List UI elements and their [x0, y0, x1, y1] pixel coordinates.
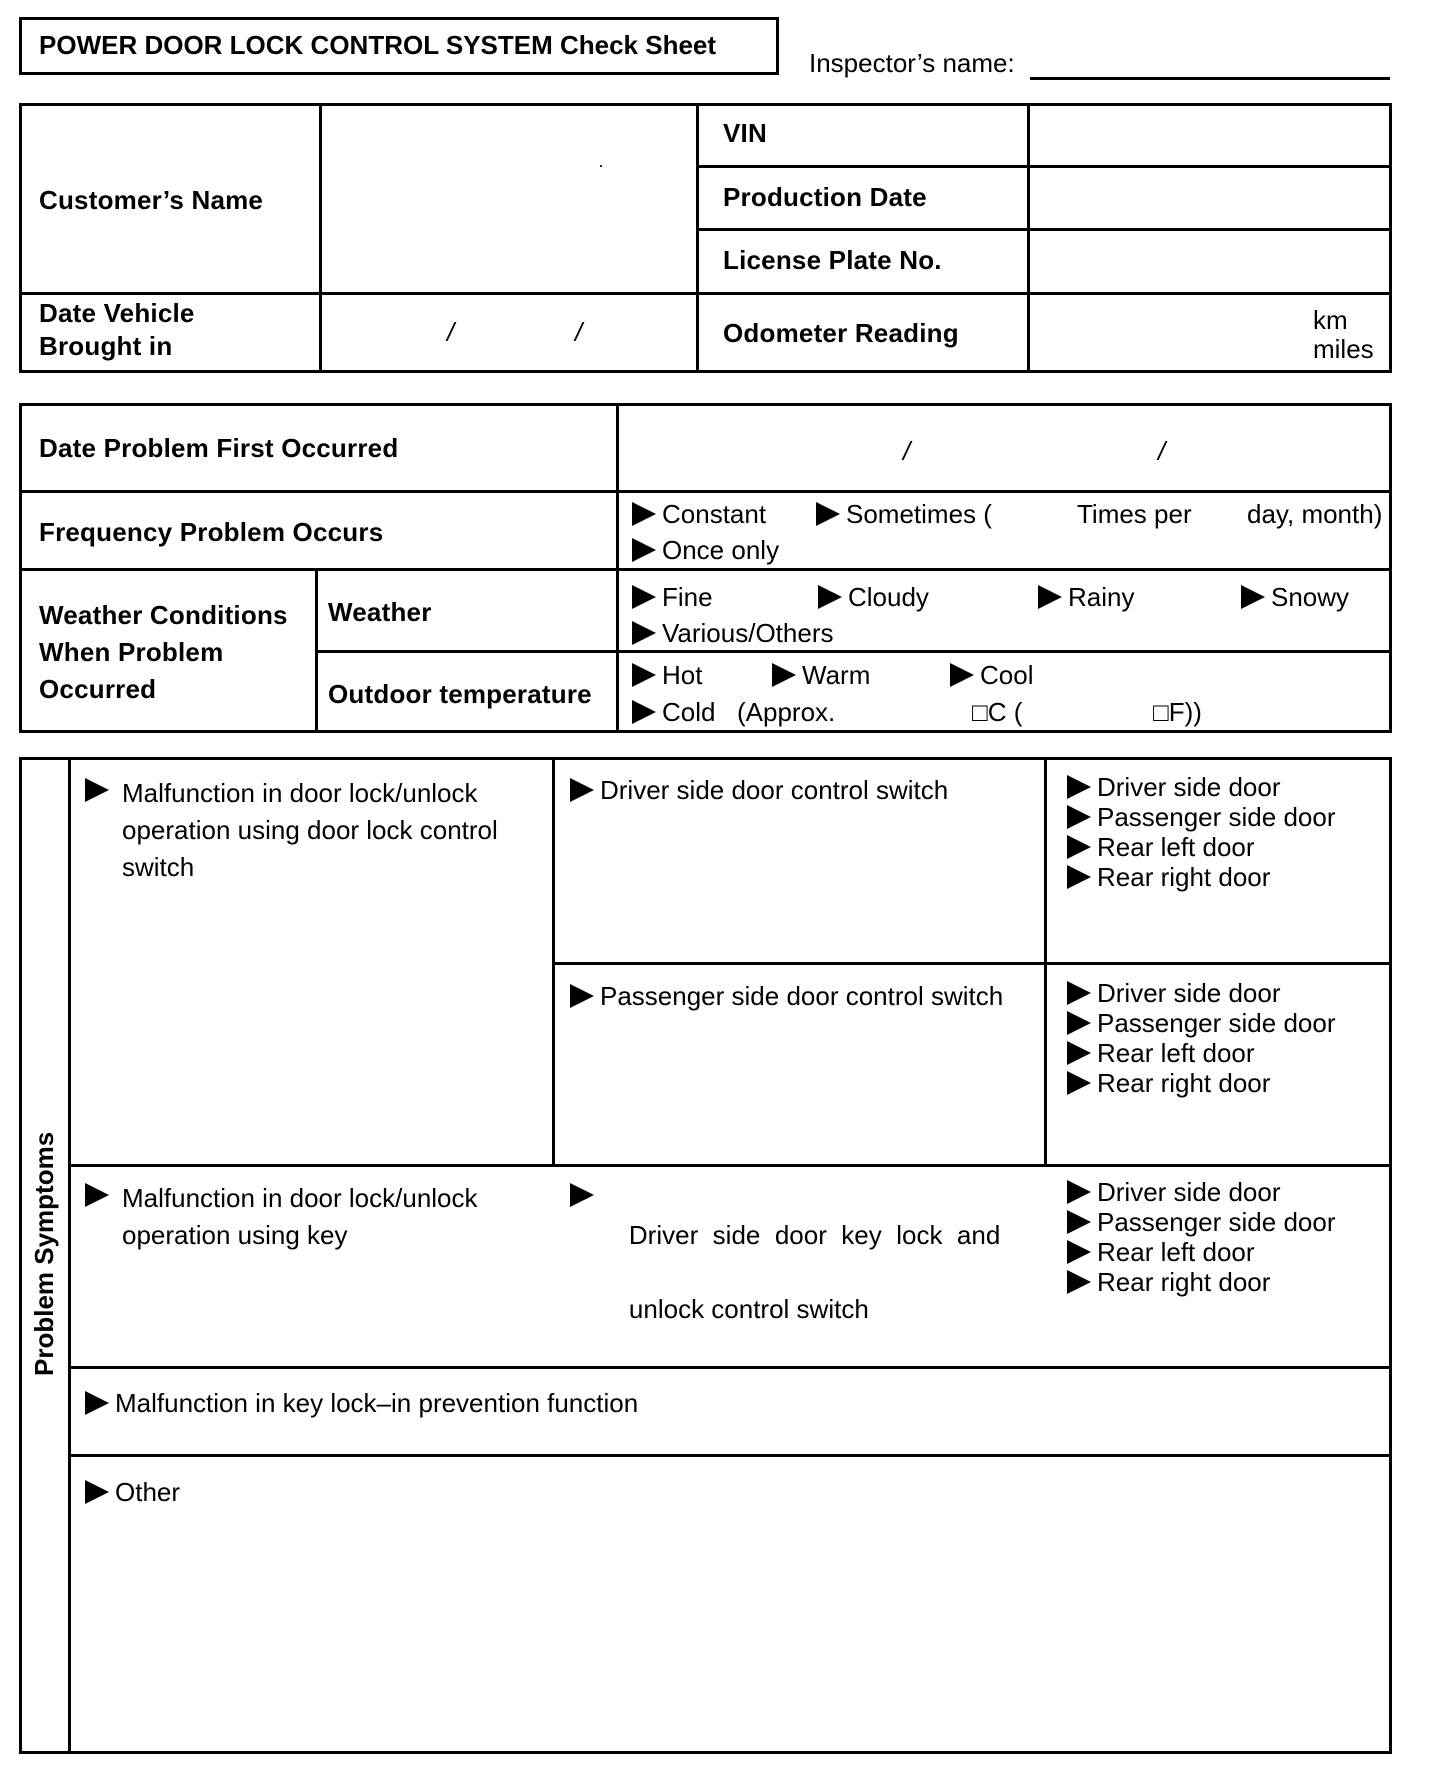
door-option-rear-left[interactable] — [1067, 1038, 1335, 1068]
option-label: Malfunction in key lock–in prevention function — [115, 1388, 639, 1418]
inspector-name-label: Inspector’s name: — [809, 48, 1015, 78]
option-label: Cool — [980, 660, 1034, 690]
option-label-line: Driver side door key lock and — [628, 1220, 1001, 1250]
divider — [68, 1366, 1392, 1369]
door-option-rear-right[interactable] — [1067, 1267, 1335, 1297]
arrow-bullet-icon — [632, 663, 656, 687]
arrow-bullet-icon — [1067, 1071, 1091, 1095]
arrow-bullet-icon — [816, 502, 840, 526]
frequency-option-constant[interactable] — [632, 499, 766, 529]
arrow-bullet-icon — [85, 1183, 109, 1207]
divider — [19, 490, 1392, 493]
date-brought-in-field[interactable] — [322, 295, 696, 370]
problem-symptoms-label: Problem Symptoms — [29, 1131, 59, 1376]
license-plate-field[interactable] — [1030, 231, 1389, 292]
door-option-rear-right[interactable] — [1067, 1068, 1335, 1098]
arrow-bullet-icon — [1067, 1270, 1091, 1294]
option-label — [122, 775, 498, 886]
arrow-bullet-icon — [1067, 1011, 1091, 1035]
weather-group-label-line3: Occurred — [39, 674, 157, 704]
inspector-name-underline — [1030, 77, 1390, 80]
divider — [696, 103, 699, 373]
option-label: Warm — [802, 660, 871, 690]
door-option-rear-right[interactable] — [1067, 862, 1335, 892]
production-date-field[interactable] — [1030, 168, 1389, 228]
arrow-bullet-icon — [1067, 835, 1091, 859]
option-label-line: unlock control switch — [628, 1294, 869, 1324]
arrow-bullet-icon — [570, 1183, 594, 1207]
option-label-line: operation using door lock control — [122, 815, 498, 845]
option-label: Rear right door — [1097, 1267, 1271, 1297]
weather-option-various[interactable] — [632, 618, 833, 648]
day-month-label: day, month) — [1247, 499, 1383, 529]
door-option-driver[interactable] — [1067, 1177, 1335, 1207]
date-separator: / — [575, 317, 583, 347]
temperature-option-cool[interactable] — [950, 660, 1033, 690]
production-date-label: Production Date — [723, 182, 927, 212]
temperature-option-cold[interactable] — [632, 697, 715, 727]
frequency-option-sometimes[interactable] — [816, 499, 992, 529]
option-label: Hot — [662, 660, 703, 690]
option-label: Cloudy — [848, 582, 929, 612]
temperature-option-hot[interactable] — [632, 660, 702, 690]
arrow-bullet-icon — [1067, 1180, 1091, 1204]
option-label: Fine — [662, 582, 713, 612]
option-label-line: Malfunction in door lock/unlock — [122, 778, 478, 808]
arrow-bullet-icon — [1067, 775, 1091, 799]
option-label: Rear right door — [1097, 1068, 1271, 1098]
option-label-line: Malfunction in door lock/unlock — [122, 1183, 478, 1213]
option-label: Passenger side door — [1097, 1008, 1336, 1038]
arrow-bullet-icon — [950, 663, 974, 687]
customer-name-mark: · — [598, 155, 604, 175]
option-label — [122, 1180, 478, 1254]
option-label-line: switch — [122, 852, 195, 882]
arrow-bullet-icon — [1067, 865, 1091, 889]
option-label-line: operation using key — [122, 1220, 348, 1250]
arrow-bullet-icon — [85, 1391, 109, 1415]
odometer-unit-miles: miles — [1313, 334, 1374, 364]
option-label: Driver side door — [1097, 1177, 1281, 1207]
customer-name-field[interactable] — [322, 106, 696, 292]
weather-option-snowy[interactable] — [1241, 582, 1349, 612]
door-list-key-switch — [1067, 1177, 1335, 1297]
date-brought-in-label-line1: Date Vehicle — [39, 298, 195, 328]
option-label: Rear left door — [1097, 1237, 1255, 1267]
arrow-bullet-icon — [1067, 1240, 1091, 1264]
vin-label: VIN — [723, 118, 767, 148]
option-label: Rear left door — [1097, 832, 1255, 862]
divider — [68, 1454, 1392, 1457]
date-first-occurred-field[interactable] — [619, 406, 1389, 490]
door-option-rear-left[interactable] — [1067, 1237, 1335, 1267]
door-option-driver[interactable] — [1067, 772, 1335, 802]
arrow-bullet-icon — [1038, 585, 1062, 609]
symptom-key-malfunction[interactable] — [85, 1180, 478, 1254]
weather-option-fine[interactable] — [632, 582, 713, 612]
option-label: Various/Others — [662, 618, 834, 648]
divider — [68, 1164, 1392, 1167]
weather-option-cloudy[interactable] — [818, 582, 929, 612]
arrow-bullet-icon — [632, 502, 656, 526]
arrow-bullet-icon — [85, 778, 109, 802]
option-label — [600, 1180, 1000, 1365]
option-label: Rainy — [1068, 582, 1135, 612]
driver-side-control-switch-option[interactable] — [570, 775, 948, 805]
arrow-bullet-icon — [1067, 981, 1091, 1005]
weather-label: Weather — [328, 597, 432, 627]
date-separator: / — [447, 317, 455, 347]
option-label: Other — [115, 1477, 181, 1507]
date-separator: / — [1158, 436, 1166, 466]
weather-group-label-line2: When Problem — [39, 637, 224, 667]
option-label: Driver side door — [1097, 772, 1281, 802]
arrow-bullet-icon — [1241, 585, 1265, 609]
customer-name-label: Customer’s Name — [39, 185, 264, 215]
frequency-label: Frequency Problem Occurs — [39, 517, 384, 547]
option-label: Driver side door control switch — [600, 775, 949, 805]
option-label: Rear left door — [1097, 1038, 1255, 1068]
date-brought-in-label-line2: Brought in — [39, 331, 173, 361]
weather-option-rainy[interactable] — [1038, 582, 1134, 612]
arrow-bullet-icon — [570, 778, 594, 802]
vin-field[interactable] — [1030, 106, 1389, 165]
arrow-bullet-icon — [772, 663, 796, 687]
option-label: Sometimes ( — [846, 499, 992, 529]
door-option-rear-left[interactable] — [1067, 832, 1335, 862]
date-first-occurred-label: Date Problem First Occurred — [39, 433, 399, 463]
door-list-driver-switch — [1067, 772, 1335, 892]
option-label: Snowy — [1271, 582, 1350, 612]
outdoor-temperature-label: Outdoor temperature — [328, 679, 592, 709]
temperature-approx-label: (Approx. — [737, 697, 836, 727]
option-label: Passenger side door — [1097, 802, 1336, 832]
arrow-bullet-icon — [1067, 1041, 1091, 1065]
driver-side-key-switch-option[interactable] — [570, 1180, 1000, 1365]
weather-group-label-line1: Weather Conditions — [39, 600, 288, 630]
option-label: Once only — [662, 535, 780, 565]
passenger-side-control-switch-option[interactable] — [570, 981, 1003, 1011]
arrow-bullet-icon — [818, 585, 842, 609]
option-label: Cold — [662, 697, 716, 727]
option-label: Constant — [662, 499, 767, 529]
arrow-bullet-icon — [632, 585, 656, 609]
door-list-passenger-switch — [1067, 978, 1335, 1098]
temperature-celsius-label: □C ( — [972, 697, 1023, 727]
symptom-switch-malfunction[interactable] — [85, 775, 498, 886]
symptom-other[interactable] — [85, 1477, 180, 1507]
arrow-bullet-icon — [85, 1480, 109, 1504]
arrow-bullet-icon — [632, 538, 656, 562]
option-label: Passenger side door — [1097, 1207, 1336, 1237]
option-label: Rear right door — [1097, 862, 1271, 892]
arrow-bullet-icon — [632, 621, 656, 645]
divider — [19, 568, 1392, 571]
odometer-label: Odometer Reading — [723, 318, 959, 348]
door-option-passenger[interactable] — [1067, 1008, 1335, 1038]
inspector-name-field[interactable] — [1030, 48, 1390, 78]
arrow-bullet-icon — [1067, 1210, 1091, 1234]
other-notes-field[interactable] — [71, 1510, 1389, 1751]
times-per-label: Times per — [1077, 499, 1192, 529]
odometer-unit-km: km — [1313, 305, 1348, 335]
arrow-bullet-icon — [1067, 805, 1091, 829]
temperature-fahrenheit-label: □F)) — [1153, 697, 1202, 727]
date-separator: / — [903, 436, 911, 466]
frequency-option-once-only[interactable] — [632, 535, 779, 565]
arrow-bullet-icon — [632, 700, 656, 724]
arrow-bullet-icon — [570, 984, 594, 1008]
divider — [552, 962, 1392, 965]
door-option-passenger[interactable] — [1067, 1207, 1335, 1237]
symptom-key-lock-in-prevention[interactable] — [85, 1388, 638, 1418]
door-option-passenger[interactable] — [1067, 802, 1335, 832]
license-plate-label: License Plate No. — [723, 245, 942, 275]
option-label: Passenger side door control switch — [600, 981, 1004, 1011]
option-label: Driver side door — [1097, 978, 1281, 1008]
divider — [315, 650, 1392, 653]
door-option-driver[interactable] — [1067, 978, 1335, 1008]
page-title: POWER DOOR LOCK CONTROL SYSTEM Check Sheet — [39, 30, 717, 60]
temperature-option-warm[interactable] — [772, 660, 870, 690]
